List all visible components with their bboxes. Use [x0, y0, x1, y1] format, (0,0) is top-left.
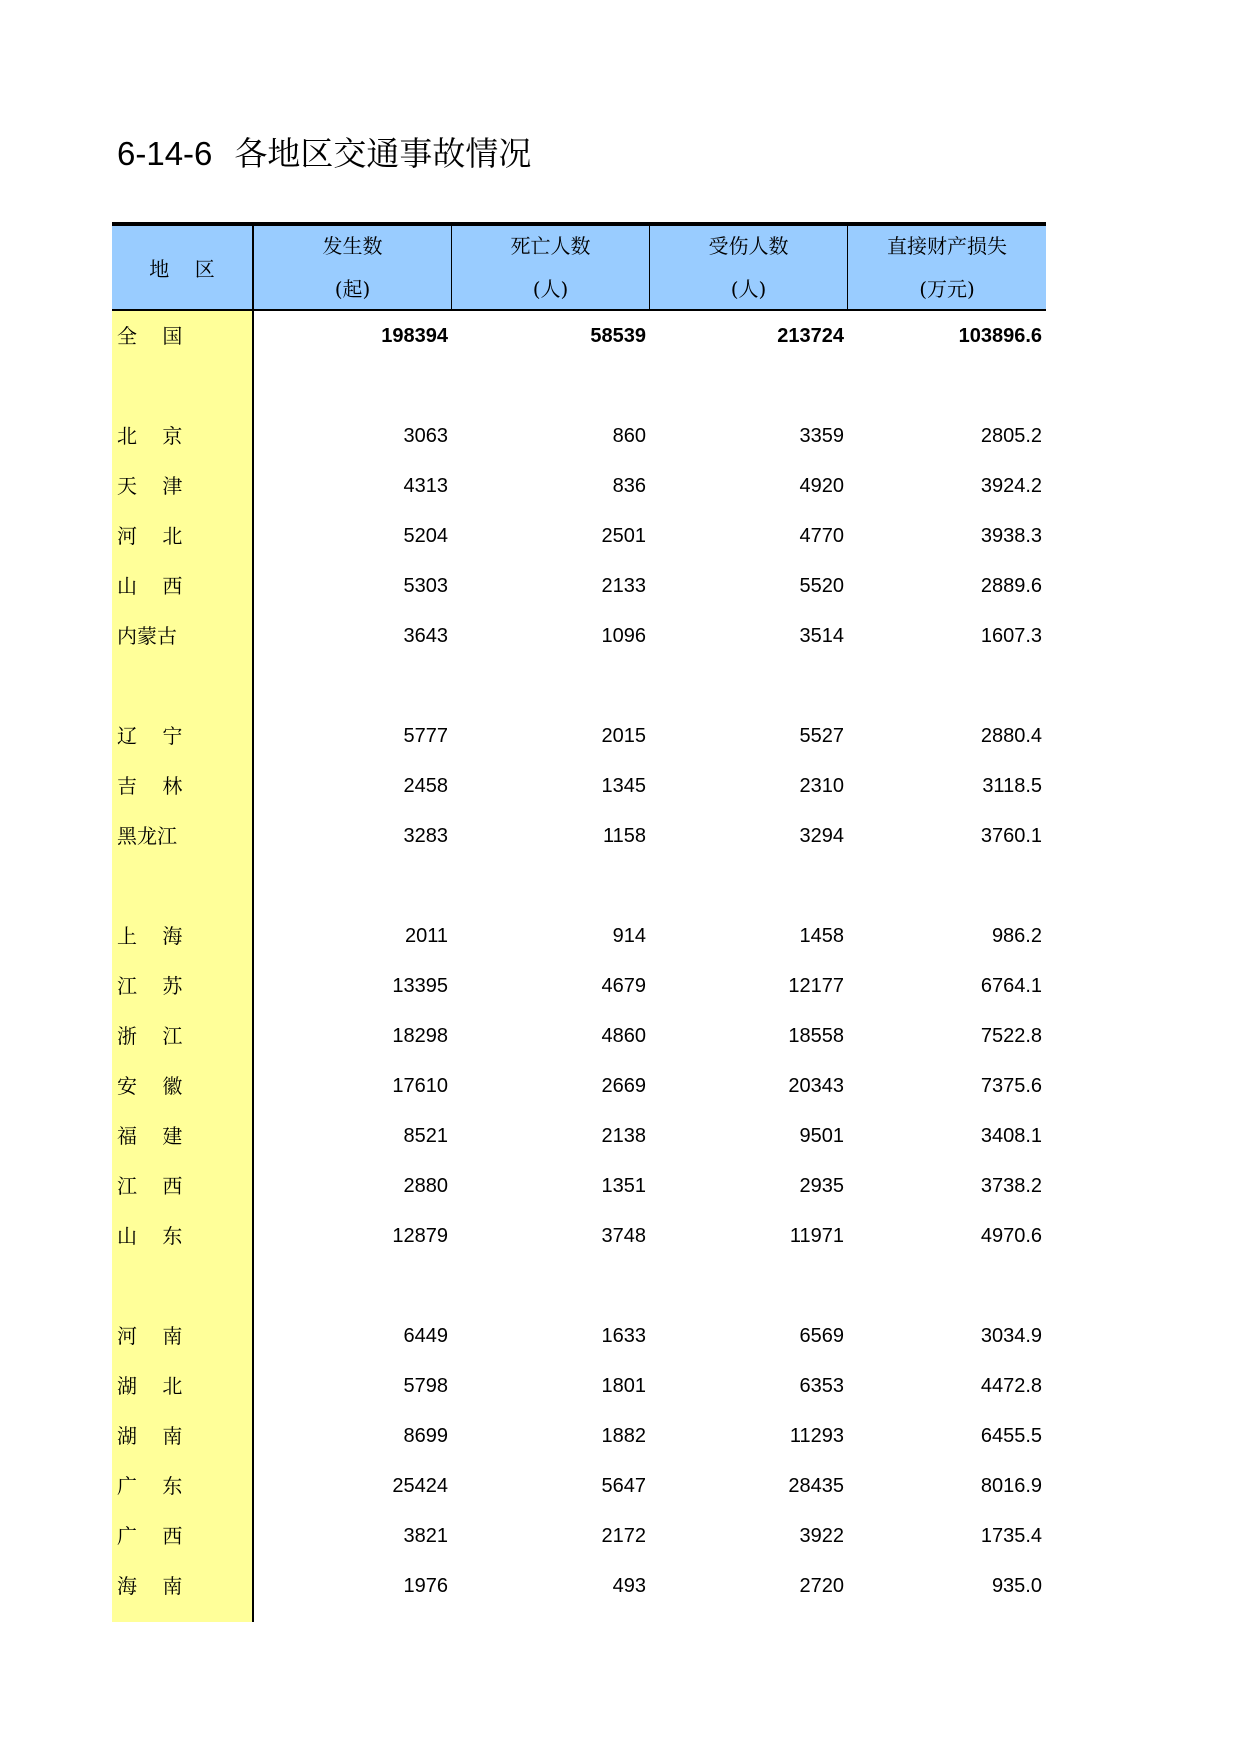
header-label: 死亡人数	[510, 234, 591, 258]
value-cell: 5303	[403, 575, 448, 597]
header-unit: (万元)	[919, 277, 975, 301]
header-region-label: 地 区	[149, 257, 215, 281]
value-cell: 11293	[789, 1425, 844, 1447]
value-cell: 2501	[601, 525, 646, 547]
table-row	[112, 411, 1046, 461]
table-row	[112, 461, 1046, 511]
table-row	[112, 1061, 1046, 1111]
header-region	[112, 226, 254, 309]
table-row	[112, 911, 1046, 961]
value-cell: 860	[612, 425, 646, 447]
value-cell: 3283	[403, 825, 448, 847]
table-row	[112, 611, 1046, 661]
value-cell: 1882	[601, 1425, 646, 1447]
table-row	[112, 1161, 1046, 1211]
value-cell: 58539	[590, 325, 646, 347]
region-name: 湖 南	[117, 1424, 183, 1448]
value-cell: 3760.1	[980, 825, 1042, 847]
table-row	[112, 1311, 1046, 1361]
table-row	[112, 561, 1046, 611]
value-cell: 12879	[392, 1225, 448, 1247]
value-cell: 3118.5	[982, 775, 1042, 797]
value-cell: 6455.5	[980, 1425, 1042, 1447]
value-cell: 11971	[789, 1225, 844, 1247]
value-cell: 2805.2	[980, 425, 1042, 447]
value-cell: 914	[612, 925, 646, 947]
table-body	[112, 311, 1046, 1611]
value-cell: 3359	[799, 425, 844, 447]
value-cell: 6764.1	[980, 975, 1042, 997]
value-cell: 2138	[601, 1125, 646, 1147]
header-label: 发生数	[322, 234, 383, 258]
value-cell: 1345	[601, 775, 646, 797]
value-cell: 3034.9	[980, 1325, 1042, 1347]
region-name: 内蒙古	[117, 624, 177, 648]
value-cell: 7522.8	[980, 1025, 1042, 1047]
value-cell: 1607.3	[980, 625, 1042, 647]
value-cell: 1801	[601, 1375, 646, 1397]
region-name: 江 西	[117, 1174, 183, 1198]
value-cell: 1158	[602, 825, 646, 847]
value-cell: 2015	[601, 725, 646, 747]
header-unit: (人)	[532, 277, 569, 301]
table-row	[112, 1411, 1046, 1461]
value-cell: 493	[612, 1575, 646, 1597]
value-cell: 2172	[601, 1525, 646, 1547]
header-unit: (起)	[334, 277, 371, 301]
table-row	[112, 761, 1046, 811]
value-cell: 1976	[403, 1575, 448, 1597]
value-cell: 5520	[799, 575, 844, 597]
table-row	[112, 1111, 1046, 1161]
value-cell: 2880.4	[980, 725, 1042, 747]
value-cell: 9501	[799, 1125, 844, 1147]
table-row	[112, 511, 1046, 561]
value-cell: 1096	[601, 625, 646, 647]
table-number: 6-14-6	[117, 135, 213, 172]
region-name: 黑龙江	[117, 824, 177, 848]
value-cell: 1458	[799, 925, 844, 947]
value-cell: 2889.6	[980, 575, 1042, 597]
value-cell: 5798	[403, 1375, 448, 1397]
value-cell: 2669	[601, 1075, 646, 1097]
value-cell: 213724	[777, 325, 844, 347]
table-row	[112, 1561, 1046, 1611]
region-name: 福 建	[117, 1124, 183, 1148]
value-cell: 6353	[799, 1375, 844, 1397]
table-row	[112, 961, 1046, 1011]
value-cell: 6569	[799, 1325, 844, 1347]
value-cell: 3294	[799, 825, 844, 847]
value-cell: 198394	[381, 325, 448, 347]
table-row	[112, 1011, 1046, 1061]
value-cell: 18298	[392, 1025, 448, 1047]
header-accidents	[254, 226, 452, 309]
value-cell: 3643	[403, 625, 448, 647]
table-row	[112, 711, 1046, 761]
value-cell: 6449	[403, 1325, 448, 1347]
value-cell: 836	[612, 475, 646, 497]
value-cell: 4313	[403, 475, 448, 497]
table-row	[112, 1511, 1046, 1561]
value-cell: 20343	[788, 1075, 844, 1097]
table-row	[112, 1211, 1046, 1261]
value-cell: 986.2	[991, 925, 1042, 947]
region-name: 山 西	[117, 574, 183, 598]
value-cell: 3063	[403, 425, 448, 447]
value-cell: 3821	[403, 1525, 448, 1547]
region-name: 广 东	[117, 1474, 183, 1498]
region-name: 湖 北	[117, 1374, 183, 1398]
value-cell: 4920	[799, 475, 844, 497]
value-cell: 8521	[403, 1125, 448, 1147]
value-cell: 2935	[799, 1175, 844, 1197]
value-cell: 17610	[392, 1075, 448, 1097]
value-cell: 2133	[601, 575, 646, 597]
value-cell: 5527	[799, 725, 844, 747]
value-cell: 1735.4	[980, 1525, 1042, 1547]
value-cell: 3938.3	[980, 525, 1042, 547]
value-cell: 3514	[799, 625, 844, 647]
total-row	[112, 311, 1046, 361]
table-row	[112, 1361, 1046, 1411]
region-name: 河 南	[117, 1324, 183, 1348]
value-cell: 1633	[601, 1325, 646, 1347]
region-name: 北 京	[117, 424, 183, 448]
region-name: 海 南	[117, 1574, 183, 1598]
header-deaths	[452, 226, 650, 309]
value-cell: 4472.8	[980, 1375, 1042, 1397]
value-cell: 4679	[601, 975, 646, 997]
region-name: 山 东	[117, 1224, 183, 1248]
region-name: 吉 林	[117, 774, 183, 798]
value-cell: 5777	[403, 725, 448, 747]
value-cell: 3738.2	[980, 1175, 1042, 1197]
value-cell: 1351	[601, 1175, 646, 1197]
spacer-row	[112, 1261, 1046, 1311]
spacer-row	[112, 661, 1046, 711]
value-cell: 5204	[403, 525, 448, 547]
value-cell: 28435	[788, 1475, 844, 1497]
region-name: 辽 宁	[117, 724, 183, 748]
value-cell: 103896.6	[958, 325, 1042, 347]
value-cell: 8699	[403, 1425, 448, 1447]
region-name: 广 西	[117, 1524, 183, 1548]
header-label: 受伤人数	[708, 234, 789, 258]
region-name: 河 北	[117, 524, 183, 548]
region-name: 江 苏	[117, 974, 183, 998]
value-cell: 3922	[799, 1525, 844, 1547]
spacer-row	[112, 361, 1046, 411]
value-cell: 3924.2	[980, 475, 1042, 497]
table-title: 各地区交通事故情况	[234, 134, 532, 173]
value-cell: 2011	[404, 925, 448, 947]
spacer-row	[112, 861, 1046, 911]
region-name: 安 徽	[117, 1074, 183, 1098]
region-name: 全 国	[117, 324, 183, 348]
value-cell: 4770	[799, 525, 844, 547]
value-cell: 18558	[788, 1025, 844, 1047]
table-row	[112, 811, 1046, 861]
value-cell: 935.0	[991, 1575, 1042, 1597]
value-cell: 13395	[392, 975, 448, 997]
header-property-loss	[848, 226, 1046, 309]
value-cell: 4970.6	[980, 1225, 1042, 1247]
value-cell: 8016.9	[980, 1475, 1042, 1497]
region-name: 天 津	[117, 474, 183, 498]
value-cell: 3408.1	[980, 1125, 1042, 1147]
table-header	[112, 222, 1046, 311]
header-label: 直接财产损失	[887, 234, 1007, 258]
table-row	[112, 1461, 1046, 1511]
value-cell: 4860	[601, 1025, 646, 1047]
page-title	[117, 128, 531, 175]
region-name: 浙 江	[117, 1024, 183, 1048]
region-name: 上 海	[117, 924, 183, 948]
value-cell: 2310	[799, 775, 844, 797]
value-cell: 7375.6	[980, 1075, 1042, 1097]
value-cell: 2720	[799, 1575, 844, 1597]
value-cell: 2880	[403, 1175, 448, 1197]
value-cell: 25424	[392, 1475, 448, 1497]
value-cell: 5647	[601, 1475, 646, 1497]
header-unit: (人)	[730, 277, 767, 301]
value-cell: 3748	[601, 1225, 646, 1247]
value-cell: 12177	[788, 975, 844, 997]
header-injuries	[650, 226, 848, 309]
value-cell: 2458	[403, 775, 448, 797]
